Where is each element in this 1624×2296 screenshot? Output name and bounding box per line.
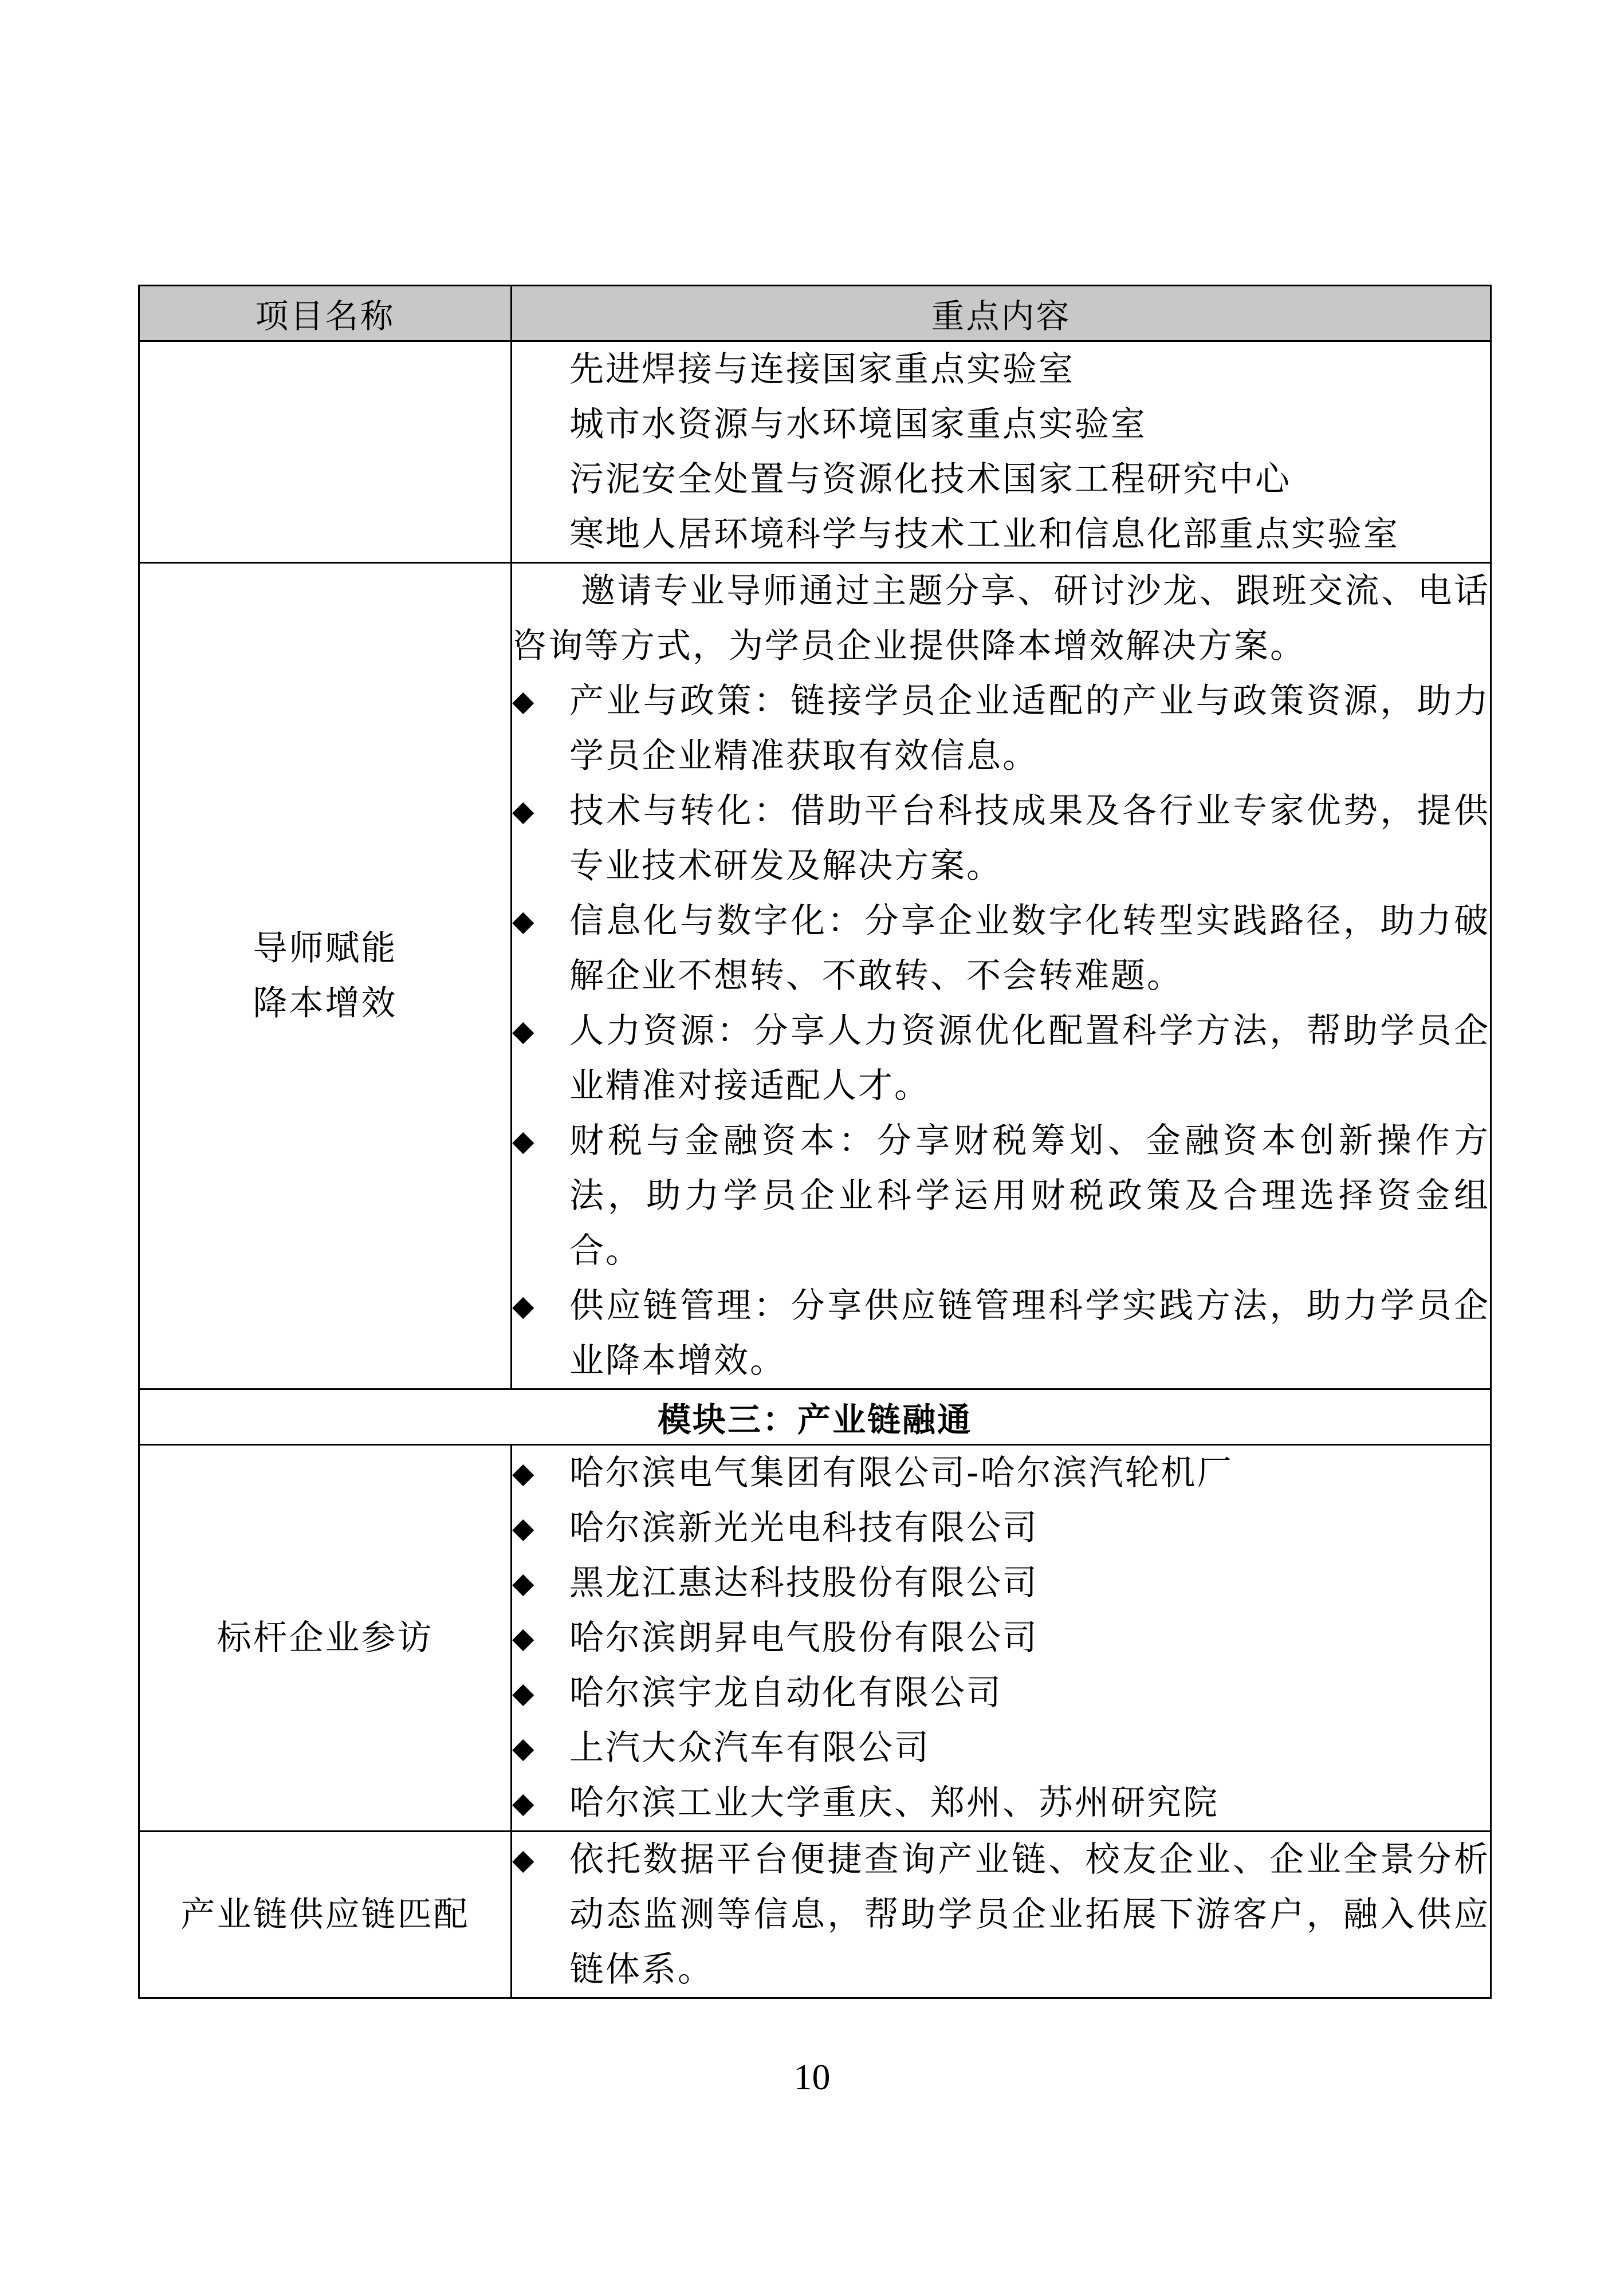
mentor-intro: 邀请专业导师通过主题分享、研讨沙龙、跟班交流、电话咨询等方式，为学员企业提供降本增效解决方案。 [512,571,1490,666]
mentor-name-line2: 降本增效 [253,983,398,1023]
page-number: 10 [793,2057,831,2097]
diamond-bullet-icon: ◆ [512,1731,536,1765]
diamond-bullet-icon: ◆ [512,1511,536,1545]
diamond-bullet-icon: ◆ [512,1289,536,1322]
labs-content-cell [512,341,1491,563]
list-item: ◆ 哈尔滨朗昇电气股份有限公司 [512,1610,1490,1665]
table-row-benchmark [139,1445,1491,1832]
list-item: ◆ 哈尔滨新光光电科技有限公司 [512,1501,1490,1555]
diamond-bullet-icon: ◆ [512,1456,536,1490]
list-item: ◆ 上汽大众汽车有限公司 [512,1720,1490,1775]
mentor-name-cell [139,563,512,1389]
list-item: ◆ 哈尔滨宇龙自动化有限公司 [512,1665,1490,1720]
benchmark-content-cell [512,1445,1491,1832]
diamond-bullet-icon: ◆ [512,1124,536,1157]
table-header-row [139,286,1491,341]
list-item: ◆ 哈尔滨工业大学重庆、郑州、苏州研究院 [512,1775,1490,1830]
header-key-content: 重点内容 [512,286,1491,341]
diamond-bullet-icon: ◆ [512,1843,536,1876]
list-item: ◆ 财税与金融资本：分享财税筹划、金融资本创新操作方法，助力学员企业科学运用财税政策及合理选择资金组合。 [512,1113,1490,1278]
diamond-bullet-icon: ◆ [512,1014,536,1047]
table-row-supply [139,1832,1491,1998]
supply-name-cell: 产业链供应链匹配 [139,1832,512,1998]
header-project-name: 项目名称 [139,286,512,341]
lab-item: 污泥安全处置与资源化技术国家工程研究中心 [569,459,1291,499]
list-item: ◆ 信息化与数字化：分享企业数字化转型实践路径，助力破解企业不想转、不敢转、不会转难题。 [512,893,1490,1003]
diamond-bullet-icon: ◆ [512,1566,536,1600]
list-item: ◆ 哈尔滨电气集团有限公司-哈尔滨汽轮机厂 [512,1446,1490,1501]
diamond-bullet-icon: ◆ [512,1786,536,1820]
module-title: 模块三：产业链融通 [139,1389,1491,1445]
table-row-labs [139,341,1491,563]
module-row [139,1389,1491,1445]
program-table [138,285,1492,1999]
list-item: ◆ 供应链管理：分享供应链管理科学实践方法，助力学员企业降本增效。 [512,1278,1490,1388]
list-item: ◆ 人力资源：分享人力资源优化配置科学方法，帮助学员企业精准对接适配人才。 [512,1003,1490,1113]
lab-item: 先进焊接与连接国家重点实验室 [569,349,1075,389]
diamond-bullet-icon: ◆ [512,1621,536,1655]
mentor-content-cell [512,563,1491,1389]
mentor-name-line1: 导师赋能 [253,928,398,968]
diamond-bullet-icon: ◆ [512,794,536,828]
lab-item: 城市水资源与水环境国家重点实验室 [569,404,1147,444]
table-row-mentor [139,563,1491,1389]
supply-content-cell [512,1832,1491,1998]
lab-item: 寒地人居环境科学与技术工业和信息化部重点实验室 [569,514,1399,554]
list-item: ◆ 黑龙江惠达科技股份有限公司 [512,1555,1490,1610]
diamond-bullet-icon: ◆ [512,684,536,718]
list-item: ◆ 依托数据平台便捷查询产业链、校友企业、企业全景分析动态监测等信息，帮助学员企业拓展下游客户，融入供应链体系。 [512,1832,1490,1997]
list-item: ◆ 产业与政策：链接学员企业适配的产业与政策资源，助力学员企业精准获取有效信息。 [512,674,1490,783]
diamond-bullet-icon: ◆ [512,1676,536,1710]
list-item: ◆ 技术与转化：借助平台科技成果及各行业专家优势，提供专业技术研发及解决方案。 [512,783,1490,893]
labs-name-cell [139,341,512,563]
diamond-bullet-icon: ◆ [512,904,536,938]
benchmark-name-cell: 标杆企业参访 [139,1445,512,1832]
